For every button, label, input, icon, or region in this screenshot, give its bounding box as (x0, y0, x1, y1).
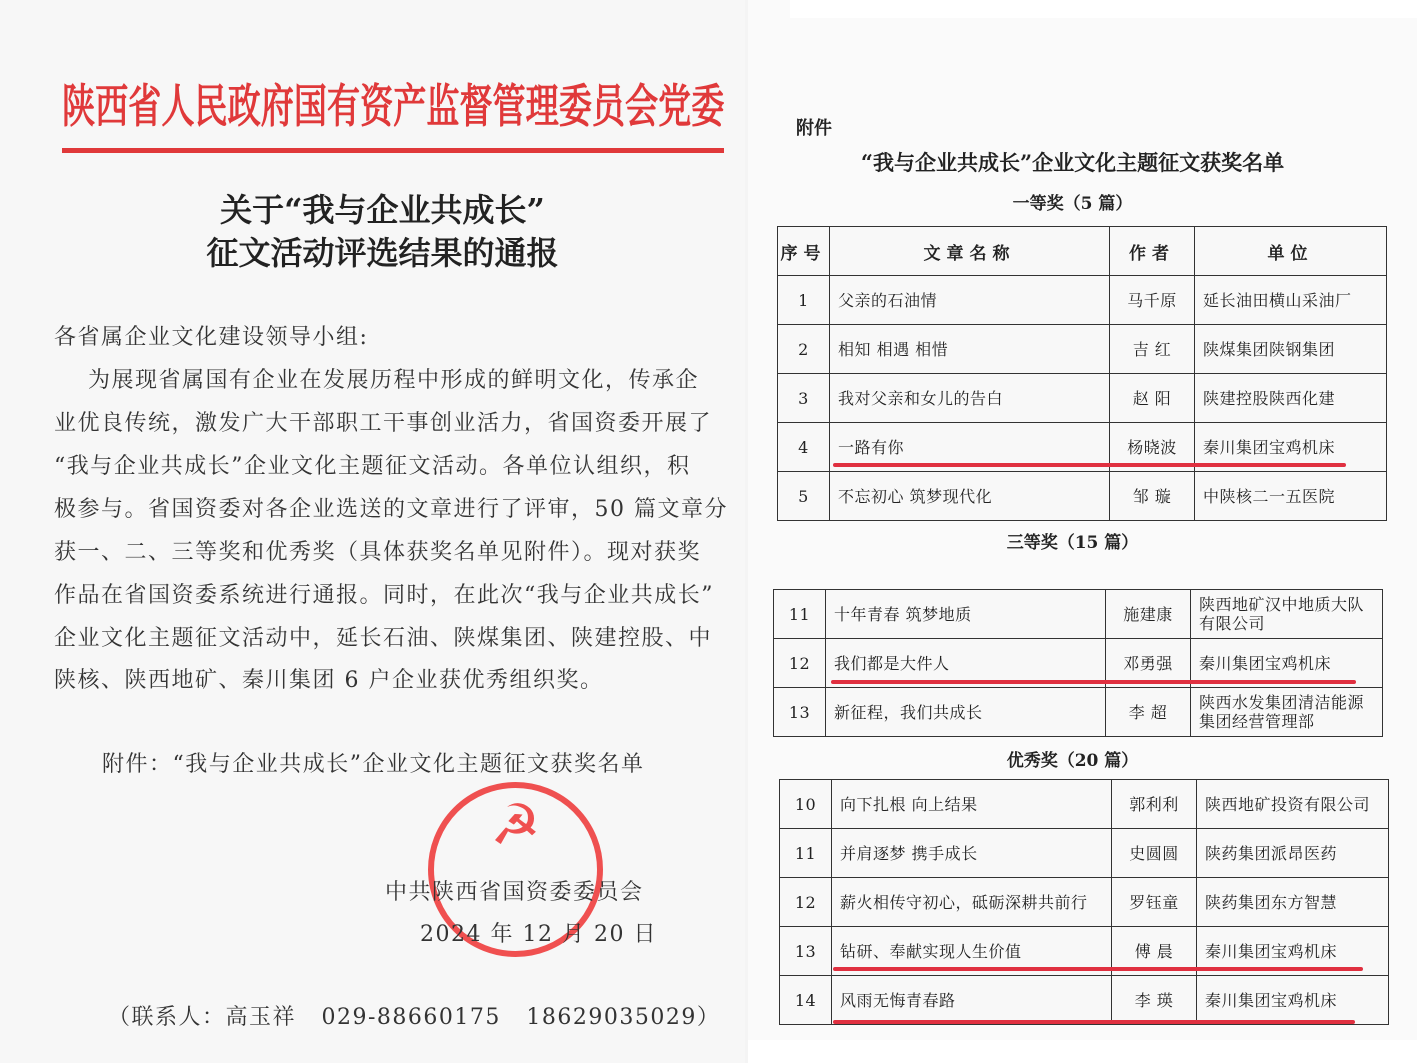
cell-author: 赵 阳 (1110, 374, 1195, 423)
header-title: 文章名称 (830, 227, 1110, 276)
body-line: 获一、二、三等奖和优秀奖（具体获奖名单见附件）。现对获奖 (54, 540, 702, 565)
contact-info: （联系人：高玉祥 029-88660175 18629035029） (108, 1005, 721, 1030)
header-unit: 单位 (1195, 227, 1387, 276)
cell-title: 薪火相传守初心，砥砺深耕共前行 (832, 878, 1112, 927)
cell-unit: 秦川集团宝鸡机床 (1197, 976, 1389, 1025)
highlight-underline (833, 463, 1346, 467)
cell-unit: 秦川集团宝鸡机床 (1197, 927, 1389, 976)
cell-title: 十年青春 筑梦地质 (826, 590, 1106, 639)
header-seq: 序号 (778, 227, 830, 276)
third-prize-table (773, 589, 1383, 737)
cell-title: 钻研、奉献实现人生价值 (832, 927, 1112, 976)
cell-seq: 11 (780, 829, 832, 878)
cell-seq: 14 (780, 976, 832, 1025)
hammer-sickle-icon: ☭ (490, 793, 541, 858)
cell-title: 新征程，我们共成长 (826, 688, 1106, 737)
cell-author: 李 超 (1106, 688, 1191, 737)
cell-unit: 陕西水发集团清洁能源集团经营管理部 (1191, 688, 1383, 737)
attachment-note: 附件：“我与企业共成长”企业文化主题征文获奖名单 (102, 752, 645, 777)
table-header (778, 227, 1387, 276)
highlight-underline (833, 967, 1363, 971)
first-prize-table (777, 226, 1387, 521)
cell-author: 邓勇强 (1106, 639, 1191, 688)
cell-title: 一路有你 (830, 423, 1110, 472)
cell-seq: 13 (774, 688, 826, 737)
cell-title: 我们都是大件人 (826, 639, 1106, 688)
header-author: 作者 (1110, 227, 1195, 276)
cell-author: 邹 璇 (1110, 472, 1195, 521)
cell-unit: 陕煤集团陕钢集团 (1195, 325, 1387, 374)
table-row (774, 590, 1383, 639)
cell-author: 李 瑛 (1112, 976, 1197, 1025)
cell-title: 向下扎根 向上结果 (832, 780, 1112, 829)
cell-unit: 陕药集团派昂医药 (1197, 829, 1389, 878)
section-title-excellence: 优秀奖（20 篇） (1006, 751, 1139, 771)
body-line: 业优良传统，激发广大干部职工干事创业活力，省国资委开展了 (54, 411, 713, 436)
cell-title: 相知 相遇 相惜 (830, 325, 1110, 374)
section-title-third-prize: 三等奖（15 篇） (1006, 533, 1139, 553)
cell-title: 不忘初心 筑梦现代化 (830, 472, 1110, 521)
highlight-underline (831, 680, 1356, 684)
cell-unit: 陕西地矿投资有限公司 (1197, 780, 1389, 829)
body-line: “我与企业共成长”企业文化主题征文活动。各单位认组织，积 (54, 454, 691, 479)
cell-seq: 2 (778, 325, 830, 374)
margin (790, 0, 1417, 18)
highlight-underline (833, 1020, 1355, 1024)
body-line: 极参与。省国资委对各企业选送的文章进行了评审，50 篇文章分 (54, 497, 728, 522)
table-row (780, 878, 1389, 927)
cell-seq: 5 (778, 472, 830, 521)
cell-unit: 陕西地矿汉中地质大队有限公司 (1191, 590, 1383, 639)
annex-title: “我与企业共成长”企业文化主题征文获奖名单 (860, 150, 1285, 175)
cell-seq: 12 (780, 878, 832, 927)
cell-unit: 陕药集团东方智慧 (1197, 878, 1389, 927)
cell-seq: 10 (780, 780, 832, 829)
cell-title: 并肩逐梦 携手成长 (832, 829, 1112, 878)
annex-label: 附件 (796, 118, 832, 139)
cell-author: 史圆圆 (1112, 829, 1197, 878)
table-row (778, 472, 1387, 521)
issuer: 中共陕西省国资委委员会 (385, 880, 644, 905)
body-line: 陕核、陕西地矿、秦川集团 6 户企业获优秀组织奖。 (54, 668, 604, 693)
salutation: 各省属企业文化建设领导小组: (54, 325, 369, 350)
cell-unit: 秦川集团宝鸡机床 (1191, 639, 1383, 688)
table-row (780, 976, 1389, 1025)
letterhead: 陕西省人民政府国有资产监督管理委员会党委 (62, 79, 725, 133)
cell-author: 马千原 (1110, 276, 1195, 325)
table-row (778, 374, 1387, 423)
body-line: 为展现省属国有企业在发展历程中形成的鲜明文化，传承企 (54, 368, 699, 393)
table-row (774, 688, 1383, 737)
cell-author: 郭利利 (1112, 780, 1197, 829)
cell-author: 杨晓波 (1110, 423, 1195, 472)
cell-unit: 中陕核二一五医院 (1195, 472, 1387, 521)
notice-title-line2: 征文活动评选结果的通报 (206, 234, 559, 272)
cell-unit: 延长油田横山采油厂 (1195, 276, 1387, 325)
body-line: 作品在省国资委系统进行通报。同时，在此次“我与企业共成长” (54, 583, 714, 608)
cell-unit: 秦川集团宝鸡机床 (1195, 423, 1387, 472)
margin (748, 1040, 1417, 1063)
letterhead-divider (62, 148, 724, 153)
cell-title: 父亲的石油情 (830, 276, 1110, 325)
notice-title-line1: 关于“我与企业共成长” (220, 191, 545, 229)
cell-author: 施建康 (1106, 590, 1191, 639)
cell-title: 我对父亲和女儿的告白 (830, 374, 1110, 423)
excellence-table (779, 779, 1389, 1025)
cell-author: 罗钰童 (1112, 878, 1197, 927)
cell-seq: 3 (778, 374, 830, 423)
cell-seq: 12 (774, 639, 826, 688)
table-row (778, 325, 1387, 374)
cell-author: 傅 晨 (1112, 927, 1197, 976)
cell-seq: 1 (778, 276, 830, 325)
cell-author: 吉 红 (1110, 325, 1195, 374)
issue-date: 2024 年 12 月 20 日 (420, 922, 657, 947)
table-row (780, 829, 1389, 878)
section-title-first-prize: 一等奖（5 篇） (1012, 194, 1133, 214)
cell-seq: 11 (774, 590, 826, 639)
cell-seq: 13 (780, 927, 832, 976)
table-row (778, 276, 1387, 325)
cell-title: 风雨无悔青春路 (832, 976, 1112, 1025)
cell-seq: 4 (778, 423, 830, 472)
body-line: 企业文化主题征文活动中，延长石油、陕煤集团、陕建控股、中 (54, 626, 713, 651)
table-row (780, 780, 1389, 829)
cell-unit: 陕建控股陕西化建 (1195, 374, 1387, 423)
